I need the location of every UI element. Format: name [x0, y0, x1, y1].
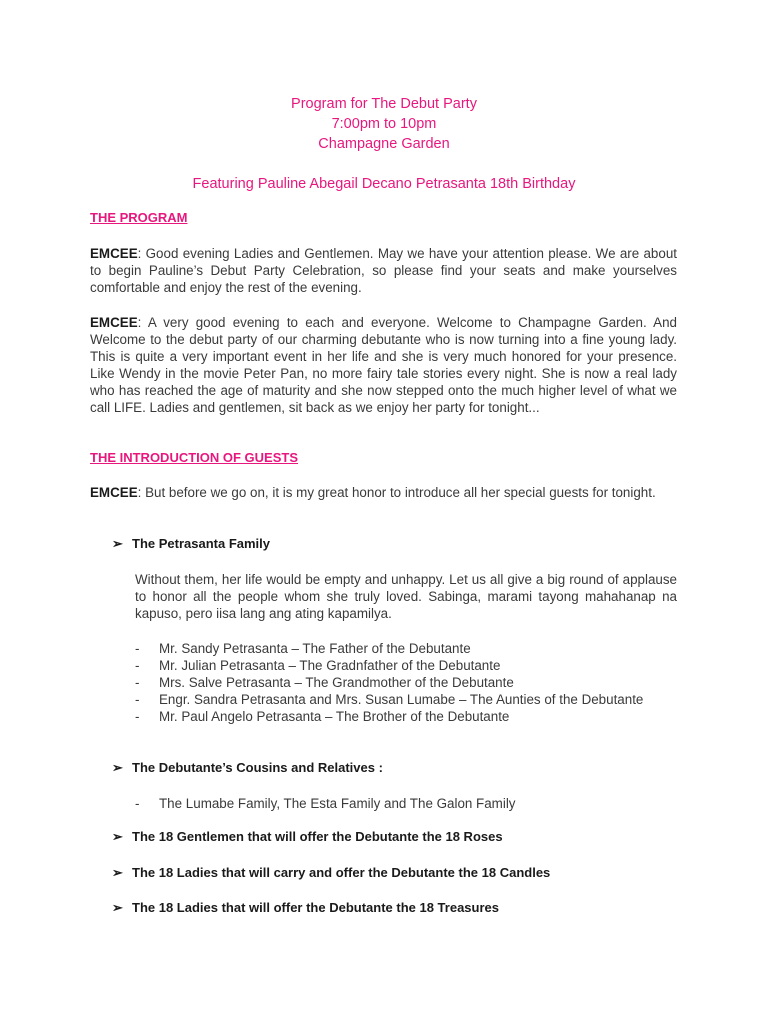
arrow-bullet-icon: ➢ — [112, 760, 123, 775]
family-members-list — [135, 640, 677, 725]
list-item: - Mr. Sandy Petrasanta – The Father of the Debutante — [135, 640, 677, 657]
list-item: - Mr. Julian Petrasanta – The Gradnfather of the Debutante — [135, 657, 677, 674]
roses-heading: ➢ The 18 Gentlemen that will offer the Debutante the 18 Roses — [112, 829, 503, 844]
program-heading: THE PROGRAM — [90, 210, 188, 225]
emcee-text: : Good evening Ladies and Gentlemen. May we have your attention please. We are about to begin Pauline’s Debut Party Celebration, so please find your seats and make yourselves comfortable and enjoy the rest of the evening. — [90, 246, 677, 295]
arrow-bullet-icon: ➢ — [112, 829, 123, 844]
arrow-bullet-icon: ➢ — [112, 900, 123, 915]
cousins-heading: ➢ The Debutante’s Cousins and Relatives : — [112, 760, 383, 775]
list-item: - Mrs. Salve Petrasanta – The Grandmother of the Debutante — [135, 674, 677, 691]
arrow-bullet-icon: ➢ — [112, 536, 123, 551]
arrow-bullet-icon: ➢ — [112, 865, 123, 880]
program-time: 7:00pm to 10pm — [331, 116, 437, 132]
program-venue: Champagne Garden — [318, 136, 450, 152]
treasures-heading: ➢ The 18 Ladies that will offer the Debutante the 18 Treasures — [112, 900, 499, 915]
emcee-paragraph-2 — [90, 314, 677, 416]
candles-heading: ➢ The 18 Ladies that will carry and offer the Debutante the 18 Candles — [112, 865, 551, 880]
introduction-heading: THE INTRODUCTION OF GUESTS — [90, 450, 298, 465]
emcee-paragraph-3 — [90, 484, 677, 501]
list-item: - Engr. Sandra Petrasanta and Mrs. Susan Lumabe – The Aunties of the Debutante — [135, 691, 677, 708]
emcee-paragraph-1 — [90, 245, 677, 296]
family-heading: ➢ The Petrasanta Family — [112, 536, 270, 551]
program-title: Program for The Debut Party — [291, 96, 477, 112]
family-description: Without them, her life would be empty and unhappy. Let us all give a big round of applause to honor all the people whom she truly loved. Sabinga, marami tayong mahahanap na kapuso, pero iisa lang ang ating kapamilya. — [135, 572, 677, 621]
emcee-text: : A very good evening to each and everyone. Welcome to Champagne Garden. And Welcome to the debut party of our charming debutante who is now turning into a fine young lady. This is quite a very important event in her life and she is very much honored for your presence. Like Wendy in the movie Peter Pan, no more fairy tale stories every night. She is now a real lady who has reached the age of maturity and she now stepped onto the much higher level of what we call LIFE. Ladies and gentlemen, sit back as we enjoy her party for tonight... — [90, 315, 677, 415]
emcee-text: : But before we go on, it is my great honor to introduce all her special guests for tonight. — [137, 485, 656, 500]
emcee-label: EMCEE — [90, 315, 138, 330]
emcee-label: EMCEE — [90, 246, 138, 261]
cousins-list — [135, 795, 677, 812]
list-item: - The Lumabe Family, The Esta Family and The Galon Family — [135, 795, 677, 812]
featuring-line: Featuring Pauline Abegail Decano Petrasanta 18th Birthday — [192, 176, 576, 192]
emcee-label: EMCEE — [90, 485, 138, 500]
list-item: - Mr. Paul Angelo Petrasanta – The Brother of the Debutante — [135, 708, 677, 725]
